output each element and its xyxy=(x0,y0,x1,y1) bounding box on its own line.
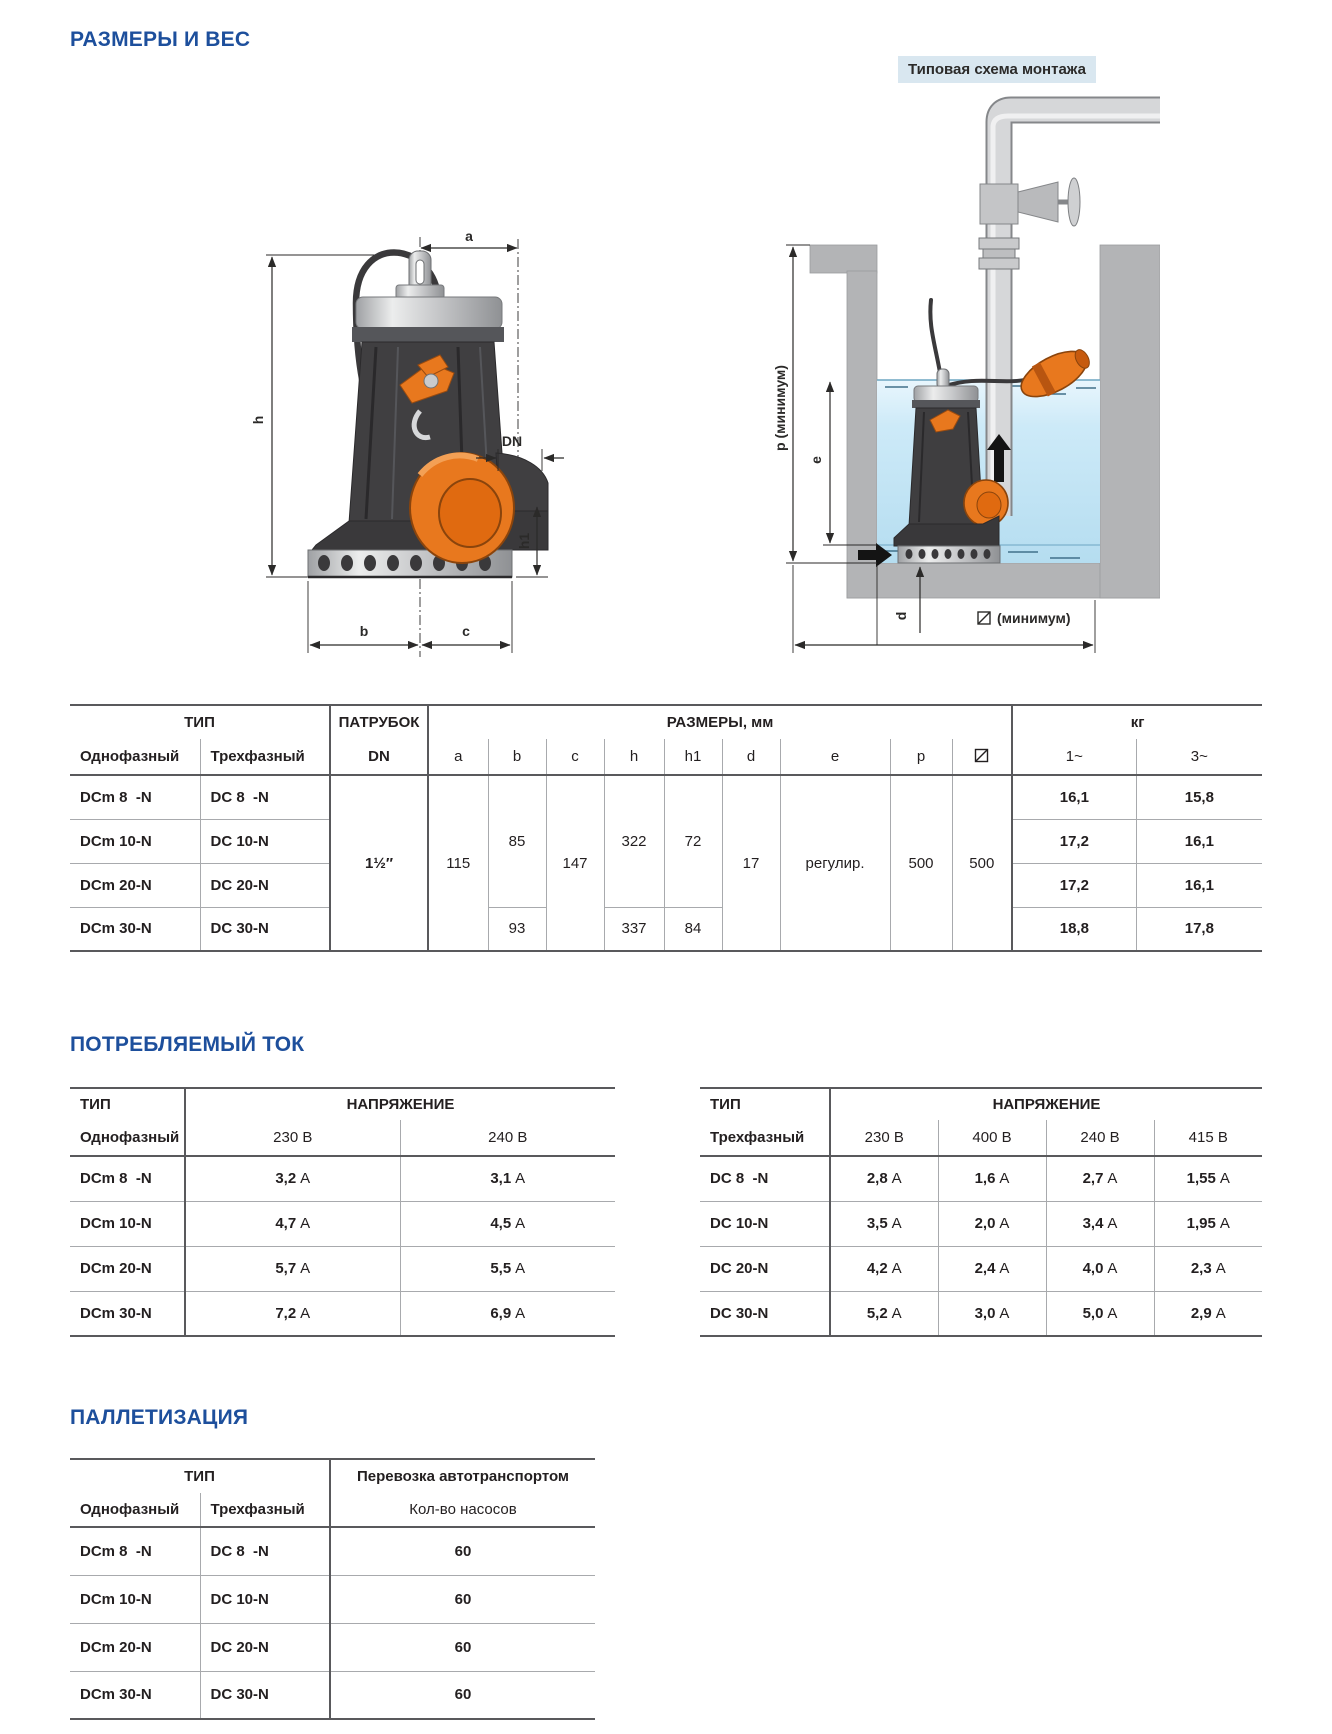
amp-unit: A xyxy=(1215,1304,1226,1322)
amp-value: 5,7 xyxy=(275,1260,297,1277)
installation-scheme-drawing xyxy=(690,88,1160,668)
cell-dn: 1½″ xyxy=(330,775,428,951)
amp-value: 6,9 xyxy=(490,1304,512,1322)
amp-unit: A xyxy=(1215,1260,1226,1277)
square-dimension-icon xyxy=(978,612,990,624)
amp-unit: A xyxy=(999,1170,1010,1188)
cell-type-single: DCm 30-N xyxy=(70,1671,200,1719)
table-row xyxy=(70,1527,595,1575)
cell-type-single: DCm 10-N xyxy=(70,1575,200,1623)
dimension-a xyxy=(421,228,517,248)
hdr-phase: Однофазный xyxy=(70,1120,185,1156)
table-row xyxy=(70,1201,615,1246)
amp-value: 2,9 xyxy=(1190,1304,1212,1322)
cell-amps xyxy=(400,1201,615,1246)
amp-value: 7,2 xyxy=(275,1304,297,1322)
amp-value: 2,7 xyxy=(1082,1170,1104,1188)
cell-type-three: DC 10-N xyxy=(200,819,330,863)
amp-unit: A xyxy=(999,1215,1010,1232)
cell-amps xyxy=(830,1291,938,1336)
amp-unit: A xyxy=(300,1260,311,1277)
cell-qty: 60 xyxy=(330,1575,595,1623)
amp-value: 4,7 xyxy=(275,1215,297,1232)
cell-type-three: DC 30-N xyxy=(200,907,330,951)
cell-type: DC 20-N xyxy=(700,1246,830,1291)
table-row xyxy=(70,1623,595,1671)
hdr-type-group: ТИП xyxy=(70,1459,330,1493)
hdr-weight-group: кг xyxy=(1130,714,1145,731)
amp-value: 4,2 xyxy=(866,1260,888,1277)
cell-type-single: DCm 20-N xyxy=(70,1623,200,1671)
table-row xyxy=(700,1201,1262,1246)
cell-amps xyxy=(185,1291,400,1336)
cell-dim-c: 147 xyxy=(546,775,604,951)
cell-dim-square: 500 xyxy=(952,775,1012,951)
cell-amps xyxy=(400,1246,615,1291)
amp-unit: A xyxy=(1107,1170,1118,1188)
cell-type-three: DC 20-N xyxy=(200,863,330,907)
cell-type-three: DC 10-N xyxy=(200,1575,330,1623)
amp-unit: A xyxy=(515,1215,526,1232)
cell-type: DCm 30-N xyxy=(70,1291,185,1336)
cell-dim-p: 500 xyxy=(890,775,952,951)
amp-value: 5,5 xyxy=(490,1260,512,1277)
cell-amps xyxy=(1154,1156,1262,1201)
dim-label-d: d xyxy=(893,611,909,621)
amp-value: 2,3 xyxy=(1190,1260,1212,1277)
dim-label-a: a xyxy=(465,228,473,244)
cell-amps xyxy=(1046,1246,1154,1291)
amp-unit: A xyxy=(1107,1304,1118,1322)
palletization-table xyxy=(70,1458,595,1720)
hdr-three-phase: Трехфазный xyxy=(200,739,330,775)
dimension-h xyxy=(250,257,272,575)
hdr-weight-3ph: 3~ xyxy=(1136,739,1262,775)
cell-amps xyxy=(938,1291,1046,1336)
table-row xyxy=(70,775,1262,819)
hdr-voltage-400: 400 В xyxy=(938,1120,1046,1156)
cell-dim-a: 115 xyxy=(428,775,488,951)
cell-amps xyxy=(1154,1246,1262,1291)
hdr-dim-h1: h1 xyxy=(664,739,722,775)
cell-type: DC 30-N xyxy=(700,1291,830,1336)
amp-value: 1,95 xyxy=(1186,1215,1216,1232)
amp-unit: A xyxy=(1219,1170,1230,1188)
dimensions-weight-table xyxy=(70,704,1262,952)
cell-weight-1ph: 18,8 xyxy=(1012,907,1136,951)
hdr-phase: Трехфазный xyxy=(700,1120,830,1156)
cell-amps xyxy=(1046,1156,1154,1201)
cell-qty: 60 xyxy=(330,1623,595,1671)
cell-amps xyxy=(938,1156,1046,1201)
dim-label-b: b xyxy=(359,623,369,639)
cell-amps xyxy=(830,1201,938,1246)
hdr-single-phase: Однофазный xyxy=(70,739,200,775)
hdr-type-group: ТИП xyxy=(70,705,330,739)
cell-type-single: DCm 30-N xyxy=(70,907,200,951)
amp-unit: A xyxy=(891,1304,902,1322)
table-row xyxy=(70,1671,595,1719)
cell-type: DC 8 -N xyxy=(700,1156,830,1201)
amp-value: 3,0 xyxy=(974,1304,996,1322)
cell-dim-h1: 84 xyxy=(664,907,722,951)
table-row xyxy=(70,1156,615,1201)
cell-amps xyxy=(185,1156,400,1201)
cell-amps xyxy=(185,1201,400,1246)
amp-unit: A xyxy=(515,1170,526,1188)
hdr-dim-square xyxy=(952,739,1012,775)
cell-weight-3ph: 15,8 xyxy=(1136,775,1262,819)
cell-dim-h: 337 xyxy=(604,907,664,951)
section-title-current: ПОТРЕБЛЯЕМЫЙ ТОК xyxy=(70,1033,305,1056)
cell-type: DCm 8 -N xyxy=(70,1156,185,1201)
dimension-b xyxy=(310,623,418,645)
table-row xyxy=(70,1575,595,1623)
table-row xyxy=(700,1291,1262,1336)
gate-valve xyxy=(980,178,1080,226)
amp-value: 5,2 xyxy=(866,1304,888,1322)
dimension-c xyxy=(422,623,510,645)
amp-unit: A xyxy=(300,1170,311,1188)
table-row xyxy=(70,907,1262,951)
table-row xyxy=(70,1291,615,1336)
amp-value: 4,5 xyxy=(490,1215,512,1232)
motor-cap xyxy=(356,297,502,329)
amp-value: 2,8 xyxy=(866,1170,888,1188)
cell-type-three: DC 8 -N xyxy=(200,1527,330,1575)
dim-label-e: e xyxy=(808,456,824,464)
cell-weight-1ph: 17,2 xyxy=(1012,819,1136,863)
hdr-dim-c: c xyxy=(546,739,604,775)
table-row xyxy=(700,1246,1262,1291)
amp-unit: A xyxy=(1219,1215,1230,1232)
cell-dim-e: регулир. xyxy=(780,775,890,951)
hdr-voltage-group: НАПРЯЖЕНИЕ xyxy=(992,1096,1101,1113)
hdr-dim-h: h xyxy=(604,739,664,775)
hdr-dim-e: e xyxy=(780,739,890,775)
amp-unit: A xyxy=(300,1304,311,1322)
amp-unit: A xyxy=(891,1215,902,1232)
cell-weight-1ph: 17,2 xyxy=(1012,863,1136,907)
pump-strainer xyxy=(898,546,1000,563)
cell-weight-1ph: 16,1 xyxy=(1012,775,1136,819)
hdr-voltage-415: 415 В xyxy=(1154,1120,1262,1156)
amp-value: 2,0 xyxy=(974,1215,996,1232)
hdr-voltage-240: 240 В xyxy=(400,1120,615,1156)
amp-value: 1,6 xyxy=(974,1170,996,1188)
hdr-voltage-group: НАПРЯЖЕНИЕ xyxy=(346,1096,455,1113)
amp-unit: A xyxy=(515,1260,526,1277)
cell-dim-h1: 72 xyxy=(664,775,722,907)
section-title-pallet: ПАЛЛЕТИЗАЦИЯ xyxy=(70,1406,249,1429)
amp-unit: A xyxy=(1107,1215,1118,1232)
hdr-dim-b: b xyxy=(488,739,546,775)
amp-value: 5,0 xyxy=(1082,1304,1104,1322)
cell-amps xyxy=(400,1156,615,1201)
current-three-phase-table xyxy=(700,1087,1262,1337)
cell-dim-h: 322 xyxy=(604,775,664,907)
section-title-dimensions: РАЗМЕРЫ И ВЕС xyxy=(70,28,251,51)
cell-type-three: DC 20-N xyxy=(200,1623,330,1671)
cell-amps xyxy=(1154,1201,1262,1246)
amp-value: 3,2 xyxy=(275,1170,297,1188)
cell-dim-d: 17 xyxy=(722,775,780,951)
amp-unit: A xyxy=(300,1215,311,1232)
hdr-dn: DN xyxy=(330,739,428,775)
cell-amps xyxy=(938,1246,1046,1291)
dim-label-dn: DN xyxy=(501,433,523,449)
cell-weight-3ph: 16,1 xyxy=(1136,819,1262,863)
cell-amps xyxy=(1046,1201,1154,1246)
hdr-type: ТИП xyxy=(70,1088,185,1120)
cell-type: DCm 20-N xyxy=(70,1246,185,1291)
dim-label-p: p (минимум) xyxy=(772,365,788,451)
amp-unit: A xyxy=(891,1260,902,1277)
cell-type-single: DCm 10-N xyxy=(70,819,200,863)
cell-type-three: DC 30-N xyxy=(200,1671,330,1719)
amp-value: 4,0 xyxy=(1082,1260,1104,1277)
amp-unit: A xyxy=(515,1304,526,1322)
hdr-dim-a: a xyxy=(428,739,488,775)
pipe-union xyxy=(979,238,1019,269)
amp-value: 3,5 xyxy=(866,1215,888,1232)
dim-label-h: h xyxy=(250,415,266,425)
cell-weight-3ph: 17,8 xyxy=(1136,907,1262,951)
hdr-voltage-230: 230 В xyxy=(830,1120,938,1156)
cell-weight-3ph: 16,1 xyxy=(1136,863,1262,907)
hdr-type: ТИП xyxy=(700,1088,830,1120)
hdr-transport: Перевозка автотранспортом xyxy=(356,1468,570,1485)
cell-qty: 60 xyxy=(330,1527,595,1575)
hdr-weight-1ph: 1~ xyxy=(1012,739,1136,775)
cell-amps xyxy=(400,1291,615,1336)
cell-amps xyxy=(1046,1291,1154,1336)
dim-label-h1: h1 xyxy=(516,532,532,550)
hdr-three-phase: Трехфазный xyxy=(200,1493,330,1527)
hdr-sizes-group: РАЗМЕРЫ, мм xyxy=(428,705,1012,739)
amp-value: 2,4 xyxy=(974,1260,996,1277)
hdr-pump-qty: Кол-во насосов xyxy=(330,1493,595,1527)
hdr-single-phase: Однофазный xyxy=(70,1493,200,1527)
cell-amps xyxy=(185,1246,400,1291)
amp-value: 1,55 xyxy=(1186,1170,1216,1188)
current-single-phase-table xyxy=(70,1087,615,1337)
cell-type-single: DCm 8 -N xyxy=(70,775,200,819)
amp-unit: A xyxy=(1107,1260,1118,1277)
hdr-voltage-230: 230 В xyxy=(185,1120,400,1156)
amp-unit: A xyxy=(999,1260,1010,1277)
cell-amps xyxy=(1154,1291,1262,1336)
square-side-icon xyxy=(974,748,989,763)
cell-type: DC 10-N xyxy=(700,1201,830,1246)
pump-dimension-drawing xyxy=(250,215,570,665)
hdr-voltage-240: 240 В xyxy=(1046,1120,1154,1156)
cell-amps xyxy=(830,1156,938,1201)
hdr-dim-d: d xyxy=(722,739,780,775)
pump-body xyxy=(308,251,548,577)
cell-type-three: DC 8 -N xyxy=(200,775,330,819)
amp-value: 3,4 xyxy=(1082,1215,1104,1232)
cell-amps xyxy=(830,1246,938,1291)
cell-amps xyxy=(938,1201,1046,1246)
hdr-port-group: ПАТРУБОК xyxy=(330,705,428,739)
cell-type: DCm 10-N xyxy=(70,1201,185,1246)
hdr-dim-p: p xyxy=(890,739,952,775)
amp-unit: A xyxy=(891,1170,902,1188)
installation-scheme-label: Типовая схема монтажа xyxy=(898,56,1096,83)
dim-label-c: c xyxy=(462,623,470,639)
cell-type-single: DCm 8 -N xyxy=(70,1527,200,1575)
amp-unit: A xyxy=(999,1304,1010,1322)
amp-value: 3,1 xyxy=(490,1170,512,1188)
cell-dim-b: 85 xyxy=(488,775,546,907)
cell-qty: 60 xyxy=(330,1671,595,1719)
cell-type-single: DCm 20-N xyxy=(70,863,200,907)
table-row xyxy=(700,1156,1262,1201)
cell-dim-b: 93 xyxy=(488,907,546,951)
dim-label-min: (минимум) xyxy=(997,610,1071,626)
valve-handwheel xyxy=(1068,178,1080,226)
table-row xyxy=(70,1246,615,1291)
